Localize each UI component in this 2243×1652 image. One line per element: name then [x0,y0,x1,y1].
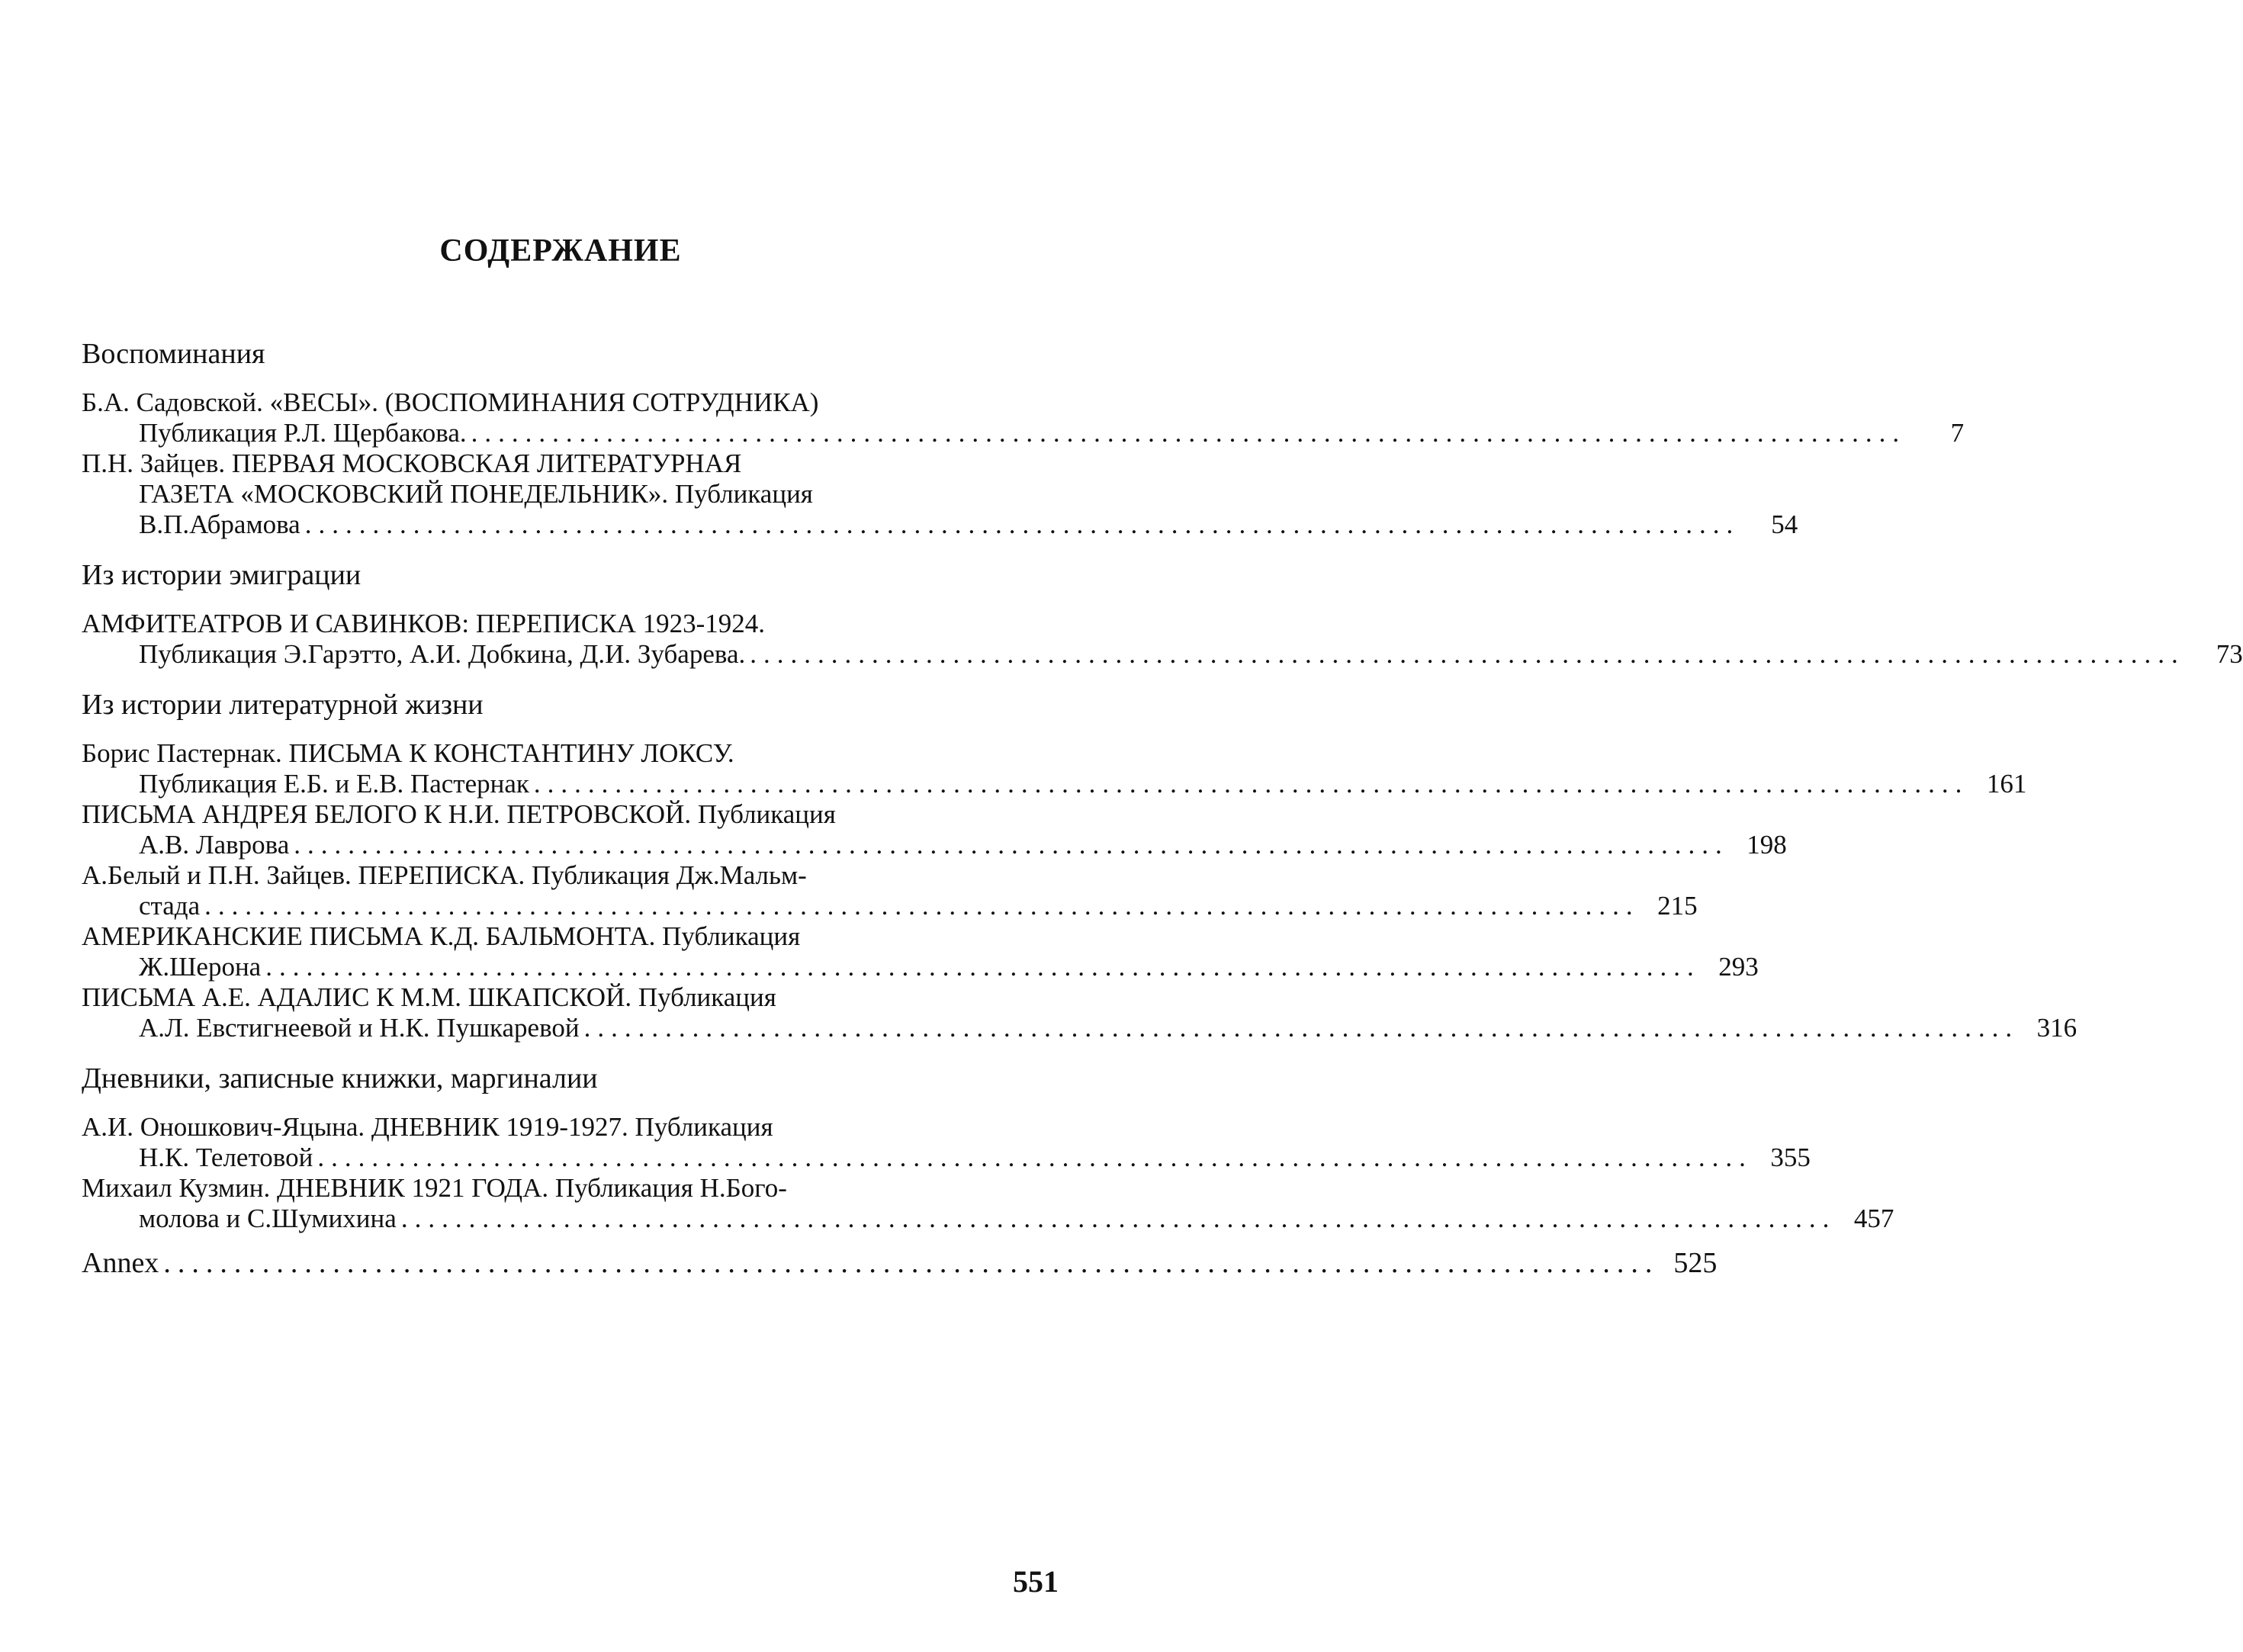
page-number: 525 [1673,1247,1718,1279]
entry-title-continuation: ГАЗЕТА «МОСКОВСКИЙ ПОНЕДЕЛЬНИК». Публикация [139,479,813,509]
entry-leader-line [82,418,1965,448]
page-number: 54 [1771,509,1798,539]
entry-publication: Публикация Е.Б. и Е.В. Пастернак [139,769,529,799]
page-number: 198 [1747,830,1787,860]
entry-publication: Ж.Шерона [139,952,262,982]
page-number: 355 [1770,1143,1811,1172]
entry-leader-line [82,1013,2078,1043]
entry-publication: стада [139,891,201,921]
dot-leader: .......................................................................................................... [163,1247,1660,1279]
annex-label: Annex [82,1247,159,1279]
dot-leader: .......................................................................................................... [400,1204,1836,1233]
page-number: 161 [1986,769,2027,799]
entry-title-line: А.Белый и П.Н. Зайцев. ПЕРЕПИСКА. Публикация Дж.Мальм- [82,860,807,890]
toc-entry[interactable] [82,738,2027,799]
entry-title-line: Борис Пастернак. ПИСЬМА К КОНСТАНТИНУ ЛОКСУ. [82,738,734,768]
dot-leader: .......................................................................................................... [265,952,1701,982]
toc-entry[interactable] [82,387,1965,448]
entry-leader-line [82,509,1798,540]
toc-entry[interactable] [82,982,2078,1043]
toc-entry[interactable] [82,860,1698,921]
toc-entry[interactable] [82,799,1787,860]
page-number: 73 [2216,639,2243,669]
page-number: 7 [1950,418,1965,448]
entry-title-line: А.И. Оношкович-Яцына. ДНЕВНИК 1919-1927. Публикация [82,1112,773,1142]
section-heading: Воспоминания [82,338,265,370]
entry-leader-line [82,1204,1894,1234]
section-heading: Из истории литературной жизни [82,689,484,721]
entry-leader-line [82,952,1759,982]
toc-entry[interactable] [82,1173,1894,1234]
dot-leader: .......................................................................................................... [304,509,1740,539]
toc-entry-annex[interactable] [82,1245,1718,1281]
entry-title-line: АМФИТЕАТРОВ И САВИНКОВ: ПЕРЕПИСКА 1923-1924. [82,609,766,638]
entry-publication: В.П.Абрамова [139,509,300,539]
table-of-contents [82,336,2243,1281]
entry-leader-line [82,1245,1718,1281]
entry-leader-line [82,830,1787,860]
page-number: 293 [1718,952,1759,982]
entry-leader-line [82,1143,1811,1173]
entry-title-line: ПИСЬМА А.Е. АДАЛИС К М.М. ШКАПСКОЙ. Публикация [82,982,776,1012]
entry-publication: А.В. Лаврова [139,830,290,860]
entry-publication: А.Л. Евстигнеевой и Н.К. Пушкаревой [139,1013,580,1043]
dot-leader: .......................................................................................................... [317,1143,1753,1172]
dot-leader: .......................................................................................................... [471,418,1907,448]
toc-entry[interactable] [82,448,1798,540]
dot-leader: .......................................................................................................... [750,639,2185,669]
dot-leader: .......................................................................................................... [204,891,1640,921]
entry-title-line: Михаил Кузмин. ДНЕВНИК 1921 ГОДА. Публикация Н.Бого- [82,1173,787,1203]
dot-leader: .......................................................................................................... [583,1013,2020,1043]
entry-leader-line [82,639,2243,670]
entry-publication: молова и С.Шумихина [139,1204,397,1233]
entry-publication: Н.К. Телетовой [139,1143,313,1172]
section-heading: Дневники, записные книжки, маргиналии [82,1062,598,1094]
entry-title-line: П.Н. Зайцев. ПЕРВАЯ МОСКОВСКАЯ ЛИТЕРАТУРНАЯ [82,448,742,478]
toc-entry[interactable] [82,609,2243,670]
page-number: 457 [1853,1204,1894,1233]
entry-leader-line [82,891,1698,921]
toc-entry[interactable] [82,1112,1811,1173]
page-title: СОДЕРЖАНИЕ [439,233,682,268]
page-number: 316 [2036,1013,2078,1043]
entry-publication: Публикация Р.Л. Щербакова. [139,418,467,448]
toc-entry[interactable] [82,921,1759,982]
entry-title-line: АМЕРИКАНСКИЕ ПИСЬМА К.Д. БАЛЬМОНТА. Публикация [82,921,801,951]
page-number: 215 [1657,891,1698,921]
entry-publication: Публикация Э.Гарэтто, А.И. Добкина, Д.И. Зубарева. [139,639,746,669]
entry-title-line: ПИСЬМА АНДРЕЯ БЕЛОГО К Н.И. ПЕТРОВСКОЙ. Публикация [82,799,836,829]
entry-title-line: Б.А. Садовской. «ВЕСЫ». (ВОСПОМИНАНИЯ СОТРУДНИКА) [82,387,819,417]
section-heading: Из истории эмиграции [82,559,362,591]
entry-leader-line [82,769,2027,799]
dot-leader: .......................................................................................................... [533,769,1969,799]
dot-leader: .......................................................................................................... [294,830,1729,860]
page-folio-number: 551 [1013,1564,1059,1599]
